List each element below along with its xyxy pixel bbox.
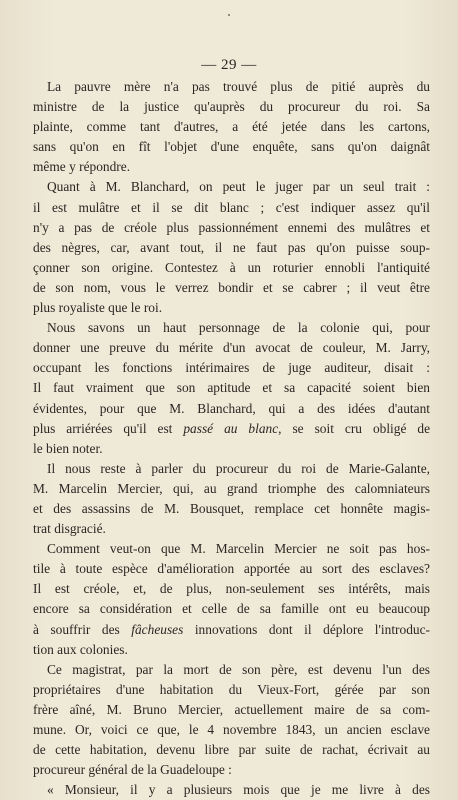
text-line: même y répondre.: [33, 159, 131, 175]
text-line: de son nom, vous le verrez bondir et se cabrer ; il veut être: [33, 279, 430, 295]
text-line: mune. Or, voici ce que, le 4 novembre 1843, un ancien esclave: [33, 722, 430, 737]
text-line: çonner son origine. Contestez à un roturier ennobli l'antiquité: [33, 259, 430, 275]
text-line: Comment veut-on que M. Marcelin Mercier ne soit pas hos-: [47, 541, 430, 557]
text-line: de cette habitation, devenu libre par suite de rachat, écrivait au: [33, 742, 430, 758]
italic-phrase: fâcheuses: [131, 621, 184, 637]
text-line: Il nous reste à parler du procureur du roi de Marie-Galante,: [47, 460, 430, 476]
text-line: donner une preuve du mérite d'un avocat de couleur, M. Jarry,: [33, 340, 430, 356]
page-number: — 29 —: [201, 57, 257, 73]
text-line: Il est créole, et, de plus, non-seulement ses intérêts, mais: [33, 581, 430, 597]
text-line: à souffrir des fâcheuses innovations dont il déplore l'introduc-: [33, 621, 430, 637]
text-line: Il faut vraiment que son aptitude et sa capacité soient bien: [33, 380, 430, 396]
text-line: sans qu'on en fît l'objet d'une enquête, sans qu'on daignât: [33, 139, 430, 155]
text-line: « Monsieur, il y a plusieurs mois que je me livre à des: [47, 782, 430, 798]
text-line: plainte, comme tant d'autres, a été jetée dans les cartons,: [33, 119, 430, 135]
text-line: encore sa considération et celle de sa famille ont eu beaucoup: [33, 601, 430, 617]
text-line: occupant les fonctions intérimaires de juge auditeur, disait :: [33, 360, 430, 376]
text-line: Ce magistrat, par la mort de son père, est devenu l'un des: [47, 661, 430, 677]
text-line: M. Marcelin Mercier, qui, au grand triomphe des calomniateurs: [33, 480, 430, 496]
text-line: et des assassins de M. Bousquet, remplace cet honnête magis-: [33, 500, 430, 516]
text-line: ministre de la justice qu'auprès du procureur du roi. Sa: [33, 99, 430, 115]
body-text: [33, 77, 430, 800]
paper-speck: [228, 14, 230, 16]
text-line: il est mulâtre et il se dit blanc ; c'est indiquer assez qu'il: [33, 199, 430, 215]
text-line: tion aux colonies.: [33, 641, 128, 657]
text-line: plus arriérées qu'il est passé au blanc, se soit cru obligé de: [33, 420, 431, 436]
text-line: Quant à M. Blanchard, on peut le juger par un seul trait :: [47, 179, 430, 195]
text-line: n'y a pas de créole plus passionnément ennemi des mulâtres et: [33, 219, 430, 235]
italic-phrase: passé au blanc: [183, 420, 279, 436]
text-line: frère aîné, M. Bruno Mercier, actuellement maire de sa com-: [33, 701, 430, 717]
text-line: évidentes, pour que M. Blanchard, qui a des idées d'autant: [33, 400, 430, 416]
text-line: tile à toute espèce d'amélioration apportée au sort des esclaves?: [33, 561, 430, 577]
text-line: Nous savons un haut personnage de la colonie qui, pour: [47, 320, 430, 336]
text-line: le bien noter.: [33, 440, 103, 456]
text-line: propriétaires d'une habitation du Vieux-Fort, gérée par son: [33, 681, 430, 697]
text-line: trat disgracié.: [33, 521, 106, 537]
text-line: plus royaliste que le roi.: [33, 300, 163, 316]
text-line: procureur général de la Guadeloupe :: [33, 762, 232, 778]
text-line: des nègres, car, avant tout, il ne faut pas qu'on puisse soup-: [33, 239, 430, 255]
text-line: La pauvre mère n'a pas trouvé plus de pitié auprès du: [47, 79, 430, 94]
